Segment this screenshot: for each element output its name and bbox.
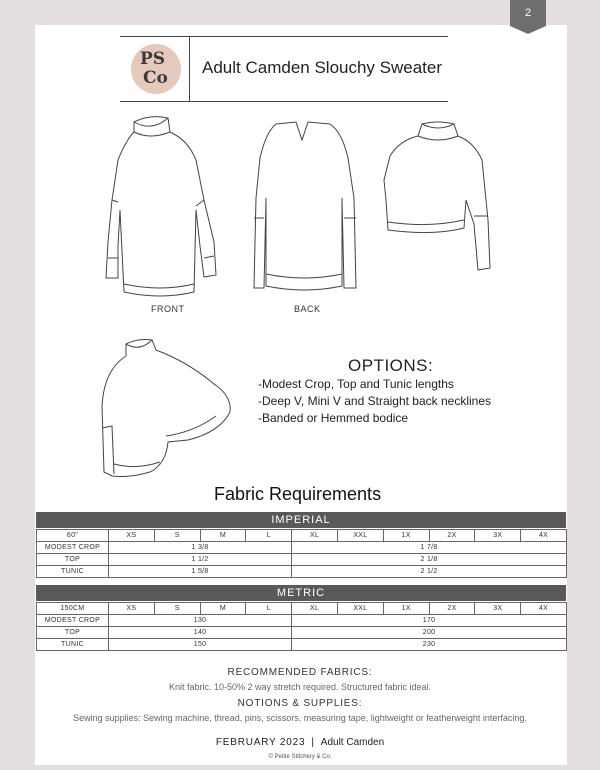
- option-item: -Banded or Hemmed bodice: [258, 411, 409, 425]
- yardage-cell: 150: [109, 639, 292, 651]
- size-header: L: [246, 603, 292, 615]
- yardage-cell: 1 3/8: [109, 542, 292, 554]
- length-name: TUNIC: [37, 639, 109, 651]
- table-row: [37, 542, 567, 554]
- notions-text: Sewing supplies: Sewing machine, thread, pins, scissors, measuring tape, lightweight or featherweight interfacing.: [73, 713, 527, 723]
- recommended-fabrics-heading: RECOMMENDED FABRICS:: [227, 667, 373, 678]
- page-number: 2: [524, 7, 532, 19]
- yardage-cell: 1 5/8: [109, 566, 292, 578]
- table-row: [37, 627, 567, 639]
- side-view-illustration: [96, 336, 236, 481]
- size-header: S: [154, 603, 200, 615]
- fabric-width-cell: 60": [37, 530, 109, 542]
- table-row: [37, 615, 567, 627]
- size-header: M: [200, 530, 246, 542]
- yardage-cell: 130: [109, 615, 292, 627]
- size-header: M: [200, 603, 246, 615]
- table-row: [37, 566, 567, 578]
- size-header: 4X: [521, 530, 567, 542]
- length-name: TUNIC: [37, 566, 109, 578]
- header-rule-top: [120, 36, 448, 37]
- options-heading: OPTIONS:: [348, 356, 434, 375]
- table-row: [37, 530, 567, 542]
- imperial-header: IMPERIAL: [36, 512, 566, 528]
- imperial-table: [36, 529, 567, 578]
- back-view-illustration: [250, 118, 360, 293]
- header-divider: [189, 36, 190, 102]
- size-header: S: [154, 530, 200, 542]
- size-header: 3X: [475, 530, 521, 542]
- size-header: 2X: [429, 530, 475, 542]
- size-header: 2X: [429, 603, 475, 615]
- yardage-cell: 200: [292, 627, 567, 639]
- length-name: TOP: [37, 554, 109, 566]
- length-name: MODEST CROP: [37, 542, 109, 554]
- footer: [0, 737, 600, 748]
- table-row: [37, 554, 567, 566]
- yardage-cell: 230: [292, 639, 567, 651]
- pattern-title: Adult Camden Slouchy Sweater: [202, 58, 443, 77]
- footer-date: FEBRUARY 2023: [215, 737, 306, 748]
- size-header: 3X: [475, 603, 521, 615]
- length-name: TOP: [37, 627, 109, 639]
- size-header: 1X: [383, 530, 429, 542]
- size-header: 4X: [521, 603, 567, 615]
- front-view-illustration: [100, 110, 225, 300]
- footer-separator: |: [311, 737, 315, 748]
- size-header: XS: [109, 603, 155, 615]
- size-header: XL: [292, 603, 338, 615]
- notions-heading: NOTIONS & SUPPLIES:: [237, 698, 363, 709]
- size-header: XXL: [337, 603, 383, 615]
- metric-table: [36, 602, 567, 651]
- yardage-cell: 2 1/8: [292, 554, 567, 566]
- cropped-view-illustration: [378, 120, 493, 275]
- size-header: L: [246, 530, 292, 542]
- metric-header: METRIC: [36, 585, 566, 601]
- back-label: BACK: [294, 304, 321, 314]
- brand-logo: PS Co: [131, 44, 181, 94]
- header-rule-bottom: [120, 101, 448, 102]
- fabric-width-cell: 150CM: [37, 603, 109, 615]
- copyright: © Petite Stitchery & Co.: [268, 754, 332, 760]
- yardage-cell: 2 1/2: [292, 566, 567, 578]
- size-header: XL: [292, 530, 338, 542]
- table-row: [37, 603, 567, 615]
- size-header: XS: [109, 530, 155, 542]
- yardage-cell: 170: [292, 615, 567, 627]
- front-label: FRONT: [151, 304, 185, 314]
- length-name: MODEST CROP: [37, 615, 109, 627]
- yardage-cell: 1 7/8: [292, 542, 567, 554]
- size-header: 1X: [383, 603, 429, 615]
- fabric-requirements-heading: Fabric Requirements: [214, 484, 382, 504]
- recommended-fabrics-text: Knit fabric. 10-50% 2 way stretch required. Structured fabric ideal.: [168, 682, 432, 692]
- option-item: -Deep V, Mini V and Straight back necklines: [258, 394, 492, 408]
- yardage-cell: 140: [109, 627, 292, 639]
- table-row: [37, 639, 567, 651]
- option-item: -Modest Crop, Top and Tunic lengths: [258, 377, 454, 391]
- footer-pattern-name: Adult Camden: [320, 737, 385, 748]
- yardage-cell: 1 1/2: [109, 554, 292, 566]
- size-header: XXL: [337, 530, 383, 542]
